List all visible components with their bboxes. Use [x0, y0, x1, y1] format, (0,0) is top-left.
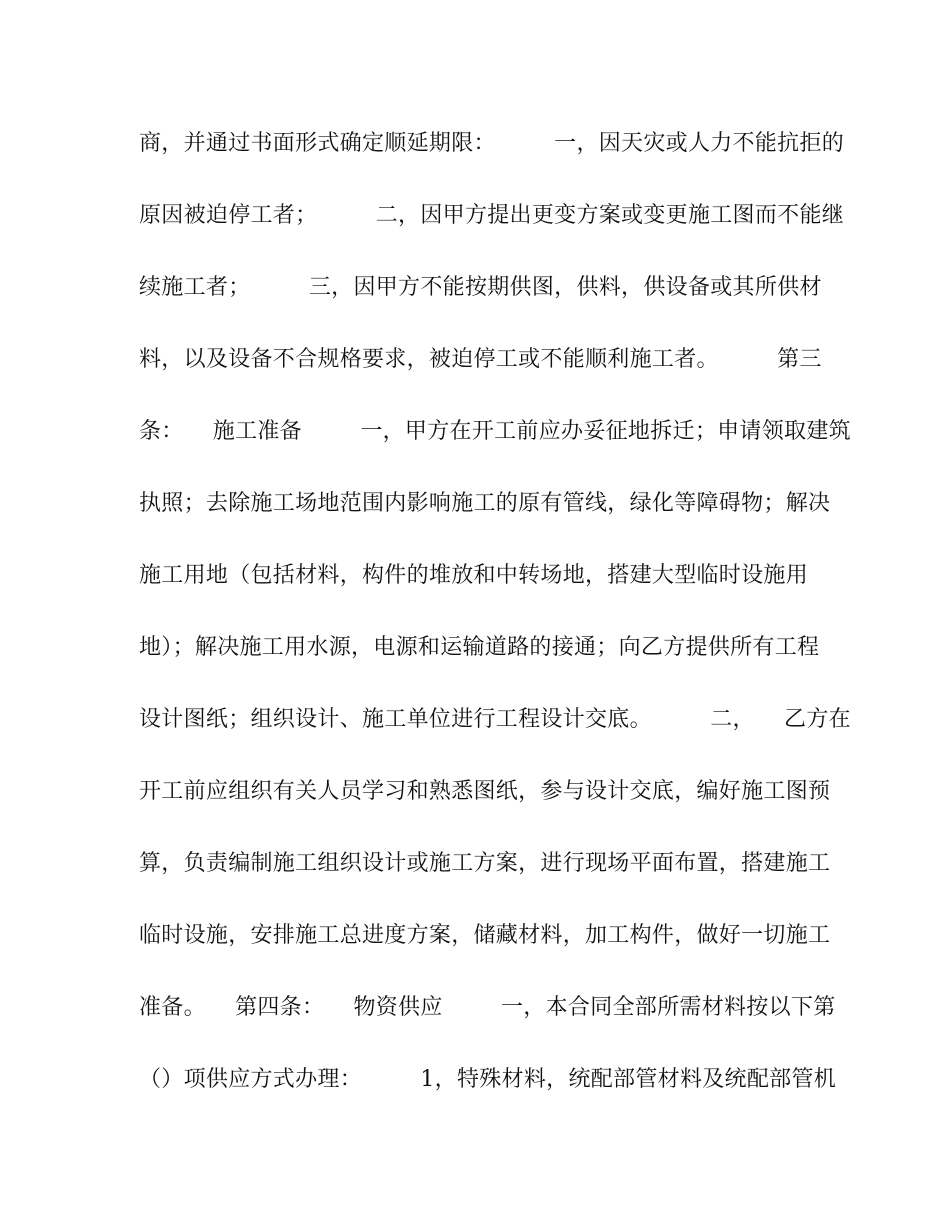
text-line: 开工前应组织有关人员学习和熟悉图纸，参与设计交底，编好施工图预: [139, 779, 831, 804]
text-line: 准备。 第四条： 物资供应 一，本合同全部所需材料按以下第: [139, 995, 836, 1020]
text-line: 原因被迫停工者； 二，因甲方提出更变方案或变更施工图而不能继: [139, 203, 845, 228]
text-line: 执照；去除施工场地范围内影响施工的原有管线，绿化等障碍物；解决: [139, 491, 831, 516]
text-line: 临时设施，安排施工总进度方案，储藏材料，加工构件，做好一切施工: [139, 923, 831, 948]
text-line: 设计图纸；组织设计、施工单位进行工程设计交底。 二， 乙方在: [139, 707, 851, 732]
text-line: 地）；解决施工用水源，电源和运输道路的接通；向乙方提供所有工程: [139, 635, 820, 660]
text-line: （）项供应方式办理： 1，特殊材料，统配部管材料及统配部管机: [139, 1067, 837, 1092]
text-line: 商，并通过书面形式确定顺延期限： 一，因天灾或人力不能抗拒的: [139, 131, 845, 156]
text-line: 算，负责编制施工组织设计或施工方案，进行现场平面布置，搭建施工: [139, 851, 831, 876]
text-line: 续施工者； 三，因甲方不能按期供图，供料，供设备或其所供材: [139, 275, 822, 300]
text-line: 料，以及设备不合规格要求，被迫停工或不能顺利施工者。 第三: [139, 347, 822, 372]
text-line: 条： 施工准备 一，甲方在开工前应办妥征地拆迁；申请领取建筑: [139, 419, 851, 444]
text-line: 施工用地（包括材料，构件的堆放和中转场地，搭建大型临时设施用: [139, 563, 809, 588]
